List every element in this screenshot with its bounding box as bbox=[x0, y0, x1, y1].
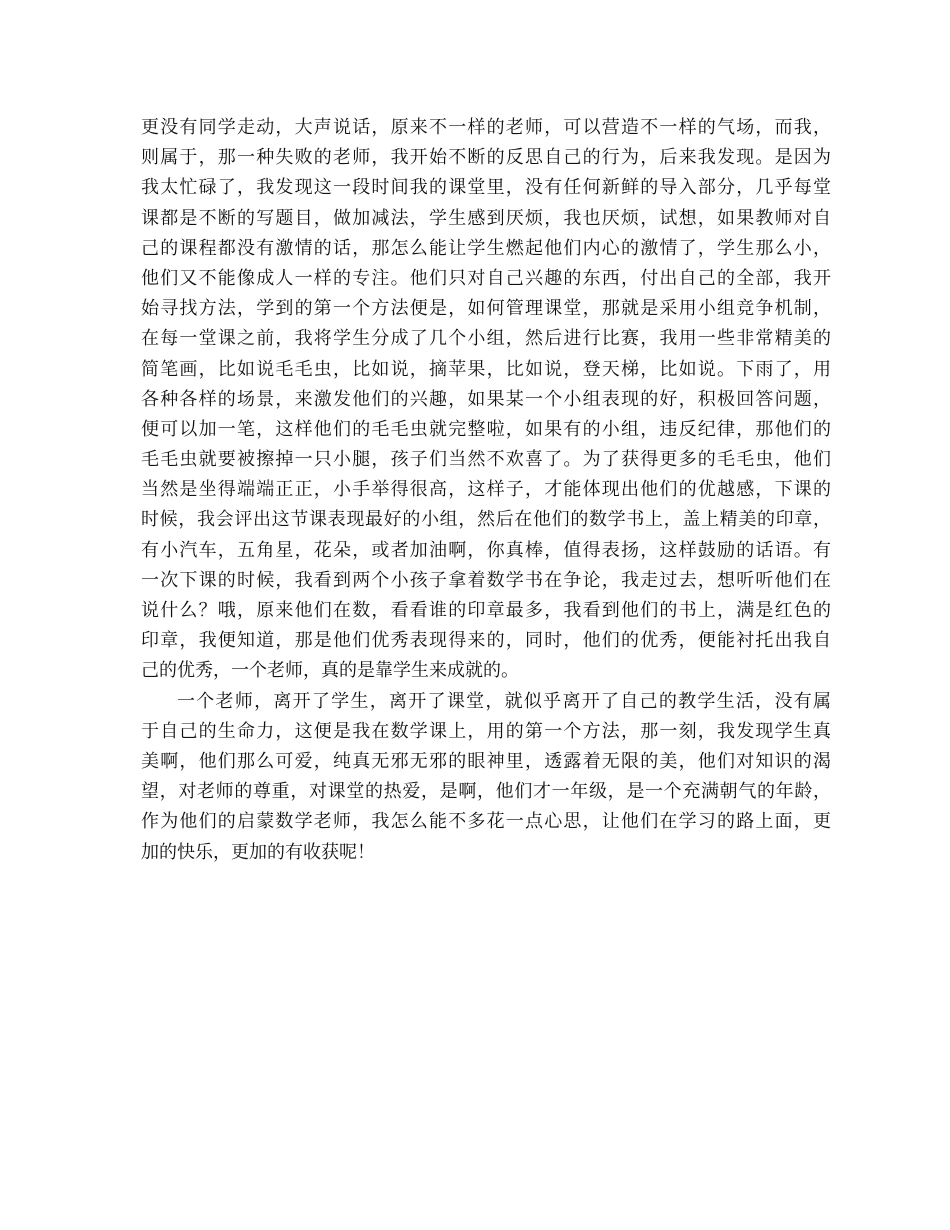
paragraph-line: 更没有同学走动，大声说话，原来不一样的老师，可以营造不一样的气场，而我， bbox=[141, 117, 831, 138]
paragraph-line: 加的快乐，更加的有收获呢！ bbox=[141, 841, 375, 863]
paragraph-line: 望，对老师的尊重，对课堂的热爱，是啊，他们才一年级，是一个充满朝气的年龄， bbox=[141, 781, 831, 803]
paragraph-line: 印章，我便知道，那是他们优秀表现得来的，同时，他们的优秀，便能衬托出我自 bbox=[141, 630, 831, 652]
paragraph-line: 在每一堂课之前，我将学生分成了几个小组，然后进行比赛，我用一些非常精美的 bbox=[141, 328, 831, 350]
paragraph-line: 则属于，那一种失败的老师，我开始不断的反思自己的行为，后来我发现。是因为 bbox=[141, 147, 831, 169]
paragraph-line: 说什么？哦，原来他们在数，看看谁的印章最多，我看到他们的书上，满是红色的 bbox=[141, 600, 831, 621]
document-body bbox=[141, 113, 831, 868]
paragraph-line: 便可以加一笔，这样他们的毛毛虫就完整啦，如果有的小组，违反纪律，那他们的 bbox=[141, 418, 831, 440]
paragraph-line: 他们又不能像成人一样的专注。他们只对自己兴趣的东西，付出自己的全部，我开 bbox=[141, 267, 831, 289]
paragraph-line: 始寻找方法，学到的第一个方法便是，如何管理课堂，那就是采用小组竞争机制， bbox=[141, 298, 831, 320]
paragraph-line: 各种各样的场景，来激发他们的兴趣，如果某一个小组表现的好，积极回答问题， bbox=[141, 388, 831, 410]
paragraph-line: 有小汽车，五角星，花朵，或者加油啊，你真棒，值得表扬，这样鼓励的话语。有 bbox=[141, 539, 831, 561]
paragraph-line: 美啊，他们那么可爱，纯真无邪无邪的眼神里，透露着无限的美，他们对知识的渴 bbox=[141, 750, 831, 772]
paragraph-line: 己的优秀，一个老师，真的是靠学生来成就的。 bbox=[141, 660, 519, 682]
paragraph-line: 简笔画，比如说毛毛虫，比如说，摘苹果，比如说，登天梯，比如说。下雨了，用 bbox=[141, 358, 831, 380]
paragraph-2 bbox=[141, 687, 831, 868]
paragraph-line: 我太忙碌了，我发现这一段时间我的课堂里，没有任何新鲜的导入部分，几乎每堂 bbox=[141, 177, 831, 199]
paragraph-line: 课都是不断的写题目，做加减法，学生感到厌烦，我也厌烦，试想，如果教师对自 bbox=[141, 207, 831, 229]
paragraph-1 bbox=[141, 113, 831, 687]
paragraph-line: 毛毛虫就要被擦掉一只小腿，孩子们当然不欢喜了。为了获得更多的毛毛虫，他们 bbox=[141, 449, 831, 471]
paragraph-line: 作为他们的启蒙数学老师，我怎么能不多花一点心思，让他们在学习的路上面，更 bbox=[141, 811, 831, 833]
paragraph-line: 一次下课的时候，我看到两个小孩子拿着数学书在争论，我走过去，想听听他们在 bbox=[141, 569, 831, 591]
paragraph-line: 于自己的生命力，这便是我在数学课上，用的第一个方法，那一刻，我发现学生真 bbox=[141, 720, 831, 742]
paragraph-line: 时候，我会评出这节课表现最好的小组，然后在他们的数学书上，盖上精美的印章， bbox=[141, 509, 831, 531]
paragraph-line: 己的课程都没有激情的话，那怎么能让学生燃起他们内心的激情了，学生那么小， bbox=[141, 237, 831, 259]
paragraph-line: 一个老师，离开了学生，离开了课堂，就似乎离开了自己的教学生活，没有属 bbox=[177, 690, 831, 712]
paragraph-line: 当然是坐得端端正正，小手举得很高，这样子，才能体现出他们的优越感，下课的 bbox=[141, 479, 831, 501]
